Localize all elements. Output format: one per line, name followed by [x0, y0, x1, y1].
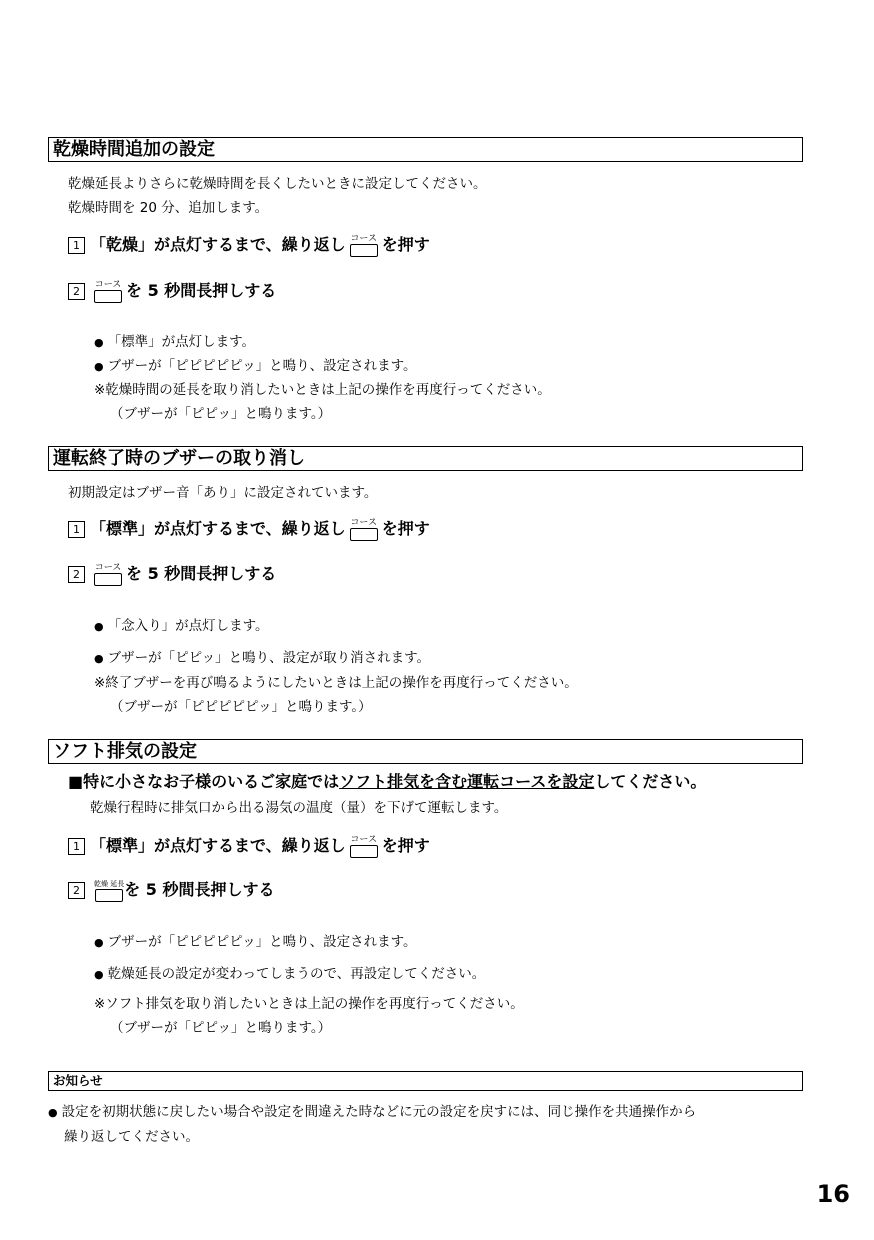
step-number: 1 [68, 521, 85, 538]
section3-bullet2: ● 乾燥延長の設定が変わってしまうので、再設定してください。 [94, 966, 486, 982]
section1-note-line1: ※乾燥時間の延長を取り消したいときは上記の操作を再度行ってください。 [94, 382, 551, 398]
section1-bullet1: ● 「標準」が点灯します。 [94, 334, 256, 350]
section2-bullet2: ● ブザーが「ピピッ」と鳴り、設定が取り消されます。 [94, 650, 430, 666]
course-button-icon: コース [350, 234, 378, 257]
drying-extend-button-icon: 乾燥 延長 [94, 879, 124, 902]
section-heading-drying-time-add: 乾燥時間追加の設定 [48, 137, 803, 162]
section3-note-line1: ※ソフト排気を取り消したいときは上記の操作を再度行ってください。 [94, 996, 524, 1012]
step-text-end: を押す [381, 836, 430, 855]
section3-step1 [68, 834, 430, 858]
section2-step1 [68, 517, 430, 541]
course-button-icon: コース [94, 280, 122, 303]
step-text: 「乾燥」が点灯するまで、繰り返し [90, 235, 346, 254]
section3-warning: ■特に小さなお子様のいるご家庭ではソフト排気を含む運転コースを設定してください。 [68, 772, 707, 791]
step-number: 1 [68, 237, 85, 254]
section2-note-line2: （ブザーが「ピピピピピッ」と鳴ります。） [110, 699, 372, 715]
section1-bullet2: ● ブザーが「ピピピピピッ」と鳴り、設定されます。 [94, 358, 417, 374]
page-number: 16 [816, 1180, 850, 1208]
section2-bullet1: ● 「念入り」が点灯します。 [94, 618, 269, 634]
section2-intro-line1: 初期設定はブザー音「あり」に設定されています。 [68, 485, 378, 501]
section-heading-buzzer-cancel: 運転終了時のブザーの取り消し [48, 446, 803, 471]
section1-step1 [68, 233, 430, 257]
step-text: を 5 秒間長押しする [124, 880, 275, 899]
section2-step2 [68, 562, 276, 586]
step-text: を 5 秒間長押しする [126, 564, 277, 583]
step-text-end: を押す [381, 519, 430, 538]
step-number: 1 [68, 838, 85, 855]
section1-note-line2: （ブザーが「ピピッ」と鳴ります。） [110, 406, 332, 422]
course-button-icon: コース [350, 518, 378, 541]
notice-heading: お知らせ [48, 1071, 803, 1091]
notice-line1: ● 設定を初期状態に戻したい場合や設定を間違えた時などに元の設定を戻すには、同じ操作を共通操作から [48, 1104, 697, 1120]
step-number: 2 [68, 566, 85, 583]
course-button-icon: コース [350, 835, 378, 858]
section3-note-line2: （ブザーが「ピピッ」と鳴ります。） [110, 1020, 332, 1036]
section1-intro-line2: 乾燥時間を 20 分、追加します。 [68, 200, 269, 216]
section-heading-soft-exhaust: ソフト排気の設定 [48, 739, 803, 764]
step-text: 「標準」が点灯するまで、繰り返し [90, 836, 346, 855]
step-number: 2 [68, 283, 85, 300]
section1-intro-line1: 乾燥延長よりさらに乾燥時間を長くしたいときに設定してください。 [68, 176, 487, 192]
section3-intro-line1: 乾燥行程時に排気口から出る湯気の温度（量）を下げて運転します。 [90, 800, 508, 816]
step-text: 「標準」が点灯するまで、繰り返し [90, 519, 346, 538]
step-number: 2 [68, 882, 85, 899]
notice-line2: 繰り返してください。 [64, 1129, 199, 1145]
section3-bullet1: ● ブザーが「ピピピピピッ」と鳴り、設定されます。 [94, 934, 417, 950]
step-text: を 5 秒間長押しする [126, 281, 277, 300]
course-button-icon: コース [94, 563, 122, 586]
section1-step2 [68, 279, 276, 303]
step-text-end: を押す [381, 235, 430, 254]
section2-note-line1: ※終了ブザーを再び鳴るようにしたいときは上記の操作を再度行ってください。 [94, 675, 578, 691]
section3-step2 [68, 878, 275, 902]
